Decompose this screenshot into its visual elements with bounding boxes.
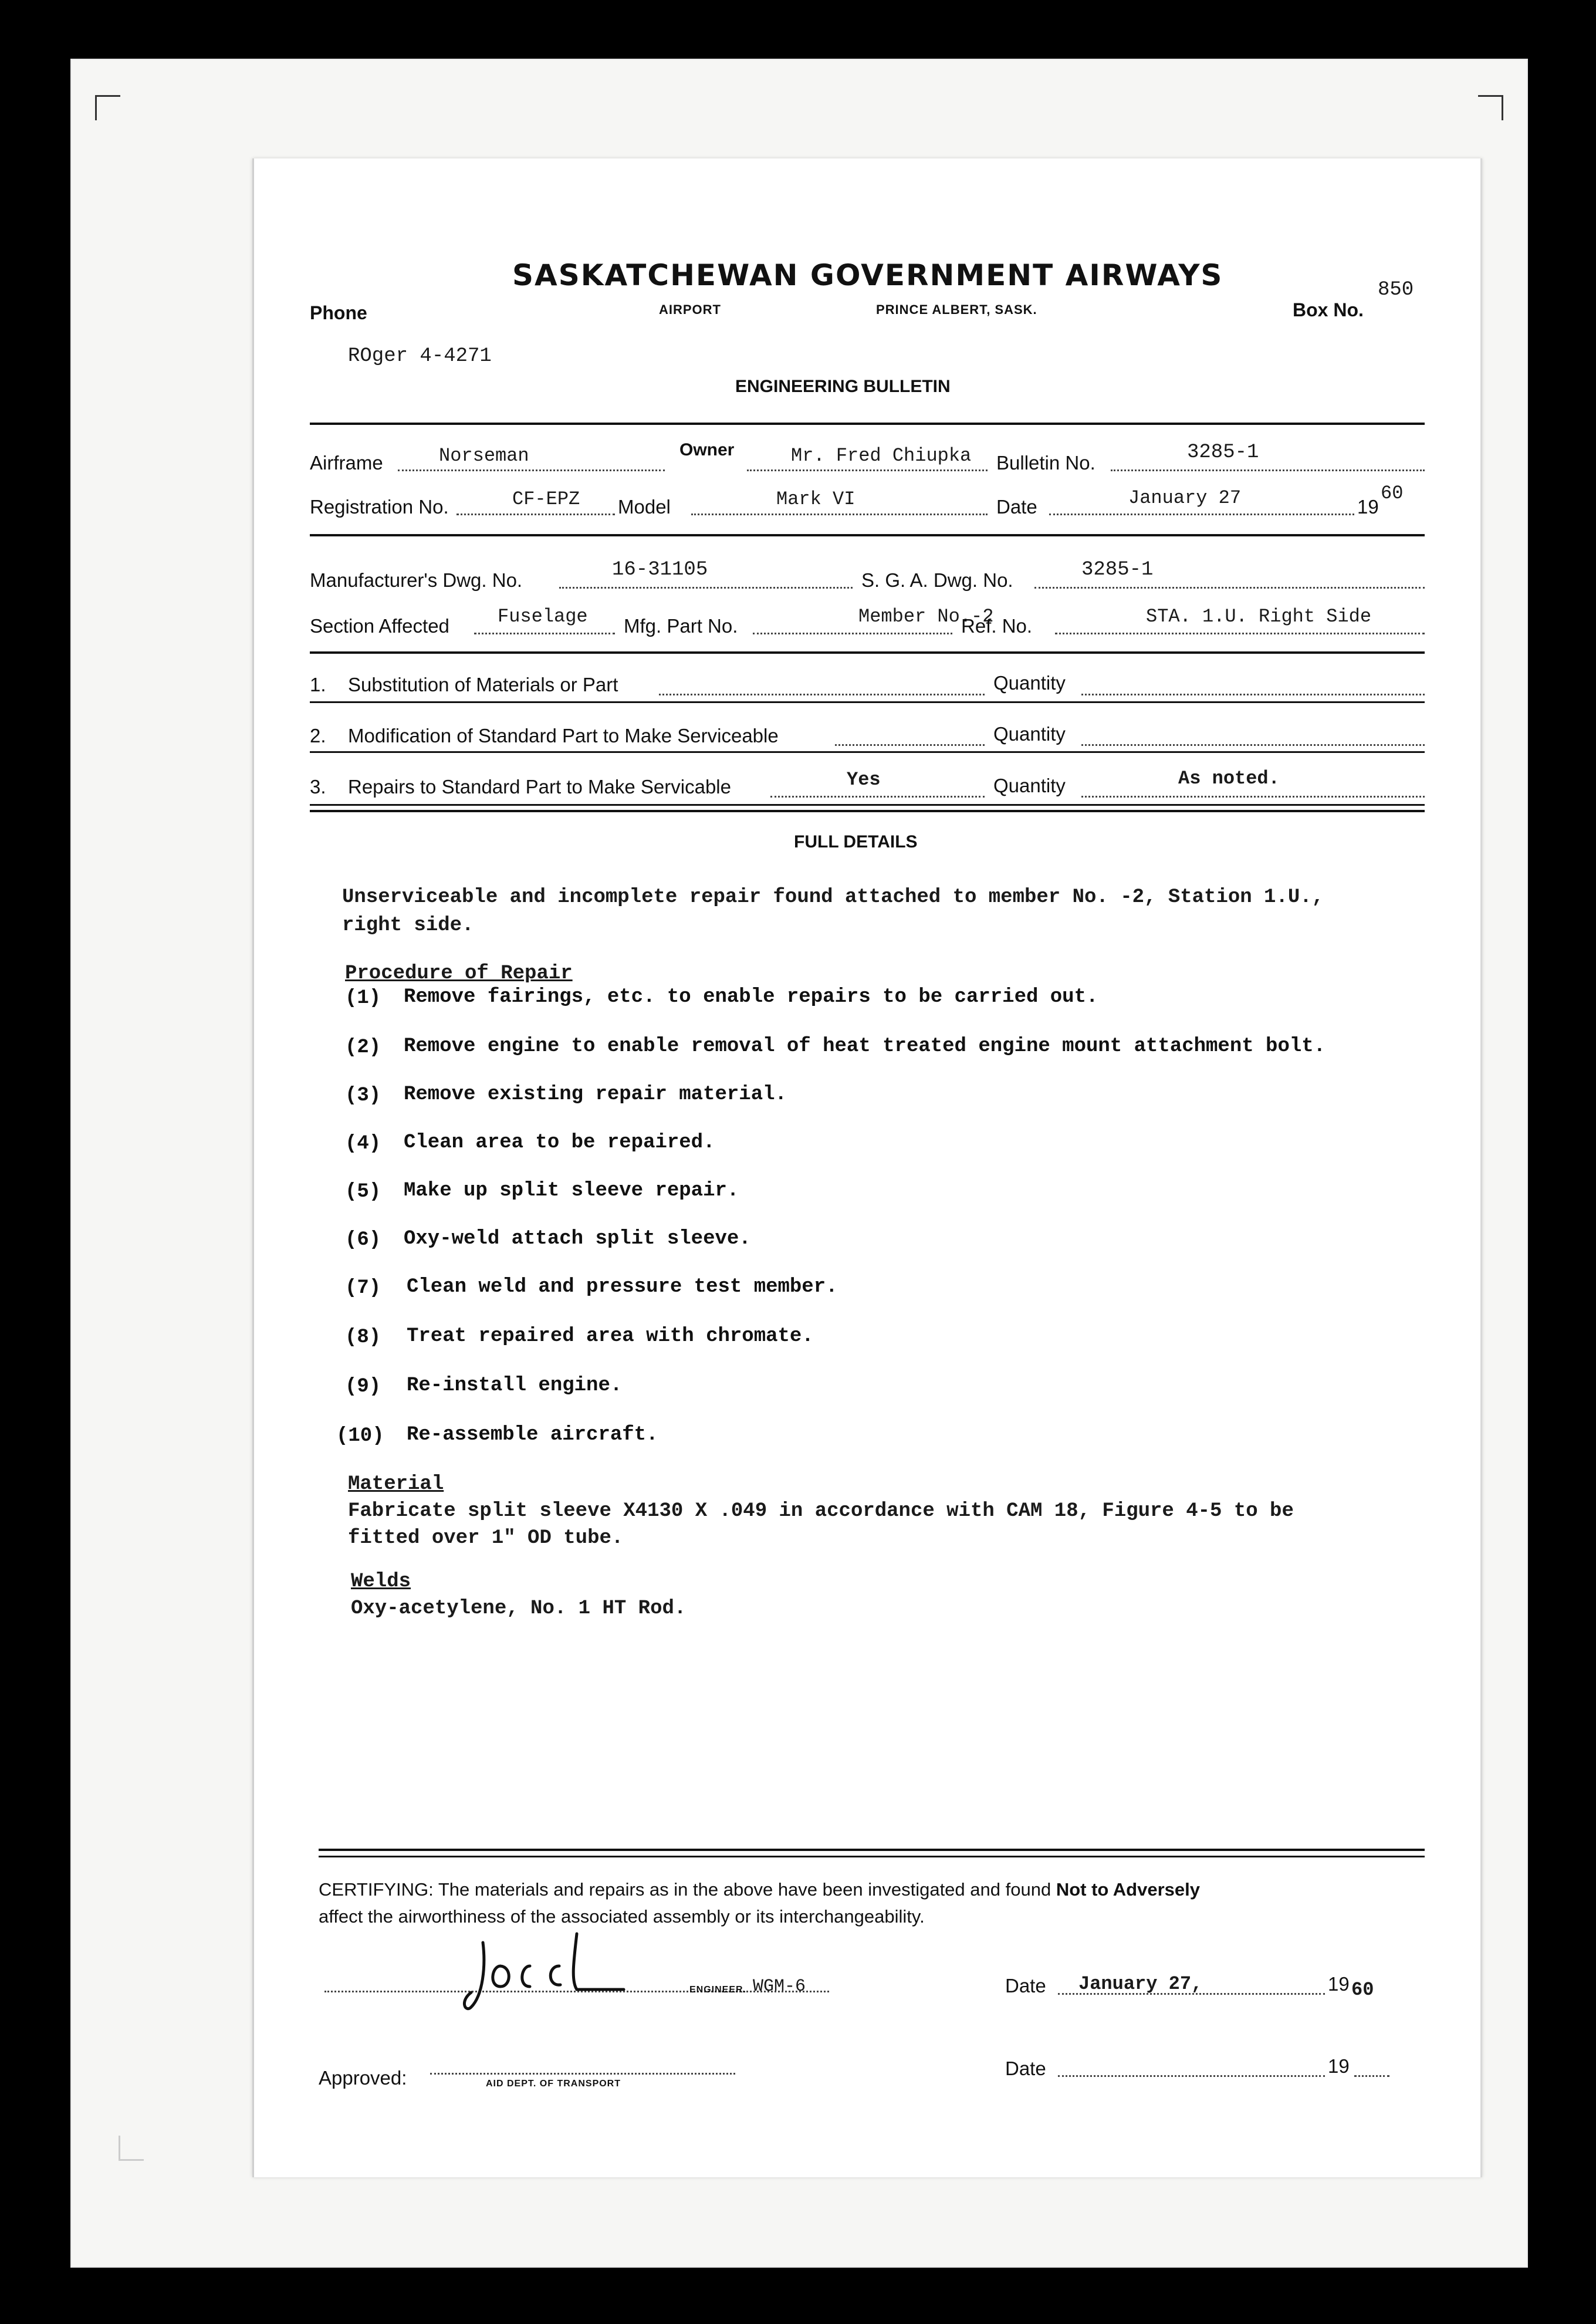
approval-date-label: Date (1005, 2058, 1046, 2079)
procedure-heading: Procedure of Repair (345, 962, 573, 985)
step-text: Oxy-weld attach split sleeve. (404, 1228, 751, 1250)
registration-label: Registration No. (310, 496, 449, 518)
certifying-bold: Not to Adversely (1056, 1879, 1200, 1900)
engineer-id: WGM-6 (753, 1977, 806, 1997)
corner-mark-top-left (95, 95, 120, 120)
date-label: Date (996, 496, 1037, 518)
step-number: (2) (345, 1036, 381, 1059)
sga-dwg-value: 3285-1 (1081, 559, 1154, 581)
material-heading: Material (348, 1473, 444, 1495)
owner-value: Mr. Fred Chiupka (791, 445, 972, 467)
engineer-signature (459, 1931, 635, 2019)
corner-mark-bottom-left (119, 2136, 144, 2161)
option-2-number: 2. (310, 725, 326, 746)
step-text: Remove existing repair material. (404, 1083, 787, 1106)
box-label: Box No. (1293, 299, 1364, 320)
section-affected-label: Section Affected (310, 615, 449, 637)
option-3-quantity-value: As noted. (1178, 768, 1280, 789)
step-text: Make up split sleeve repair. (404, 1180, 739, 1202)
option-3-number: 3. (310, 776, 326, 798)
option-1-label: Substitution of Materials or Part (348, 674, 618, 695)
model-value: Mark VI (776, 488, 856, 510)
phone-label: Phone (310, 302, 367, 323)
section-rule-1 (310, 534, 1425, 536)
certifying-prefix: CERTIFYING: (319, 1879, 434, 1900)
details-double-rule-b (310, 810, 1425, 812)
step-text: Clean area to be repaired. (404, 1131, 715, 1154)
summary-line-1: Unserviceable and incomplete repair found attached to member No. -2, Station 1.U., (342, 886, 1324, 908)
step-text: Remove engine to enable removal of heat treated engine mount attachment bolt. (404, 1035, 1326, 1058)
airport-label: AIRPORT (659, 302, 721, 317)
material-line-2: fitted over 1" OD tube. (348, 1527, 624, 1549)
aid-label: AID DEPT. OF TRANSPORT (486, 2079, 621, 2089)
org-name: SASKATCHEWAN GOVERNMENT AIRWAYS (512, 258, 1223, 292)
cert-year-prefix: 19 (1328, 1973, 1350, 1995)
step-text: Treat repaired area with chromate. (407, 1325, 814, 1347)
certifying-statement (319, 1879, 1200, 1900)
form-title: ENGINEERING BULLETIN (735, 377, 951, 396)
step-number: (1) (345, 987, 381, 1009)
section-affected-value: Fuselage (498, 606, 588, 627)
step-text: Remove fairings, etc. to enable repairs to be carried out. (404, 986, 1098, 1008)
option-2-quantity-label: Quantity (993, 723, 1066, 745)
full-details-heading: FULL DETAILS (794, 832, 918, 852)
step-number: (4) (345, 1133, 381, 1155)
mfg-part-value: Member No.-2 (858, 606, 994, 627)
cert-date-label: Date (1005, 1975, 1046, 1997)
bulletin-label: Bulletin No. (996, 452, 1095, 474)
corner-mark-top-right (1478, 95, 1503, 120)
certification-double-rule-b (319, 1856, 1425, 1857)
box-number: 850 (1378, 279, 1414, 301)
mfr-dwg-label: Manufacturer's Dwg. No. (310, 569, 523, 591)
sga-dwg-label: S. G. A. Dwg. No. (861, 569, 1013, 591)
engineering-bulletin-form (252, 158, 1482, 2177)
step-text: Re-assemble aircraft. (407, 1424, 658, 1446)
registration-value: CF-EPZ (512, 488, 580, 510)
step-text: Re-install engine. (407, 1374, 623, 1397)
step-number: (10) (336, 1425, 384, 1447)
year-value: 60 (1381, 482, 1404, 504)
model-label: Model (618, 496, 671, 518)
step-text: Clean weld and pressure test member. (407, 1276, 838, 1298)
approved-label: Approved: (319, 2067, 407, 2089)
step-number: (5) (345, 1181, 381, 1203)
year-prefix: 19 (1357, 496, 1379, 518)
cert-year-value: 60 (1351, 1979, 1374, 2001)
option-3-answer: Yes (847, 769, 881, 791)
ref-value: STA. 1.U. Right Side (1146, 606, 1372, 627)
step-number: (7) (345, 1277, 381, 1299)
cert-date-value: January 27, (1078, 1973, 1203, 1995)
certification-double-rule-a (319, 1849, 1425, 1851)
option-3-label: Repairs to Standard Part to Make Servicable (348, 776, 731, 798)
welds-text: Oxy-acetylene, No. 1 HT Rod. (351, 1597, 687, 1620)
step-number: (6) (345, 1229, 381, 1251)
section-rule-2 (310, 651, 1425, 654)
step-number: (3) (345, 1085, 381, 1107)
details-double-rule-a (310, 804, 1425, 806)
mfr-dwg-value: 16-31105 (612, 559, 708, 581)
welds-heading: Welds (351, 1570, 411, 1593)
date-value: January 27 (1128, 487, 1242, 509)
owner-label: Owner (679, 440, 735, 460)
certifying-text: The materials and repairs as in the above have been investigated and found (433, 1879, 1056, 1900)
approval-year-prefix: 19 (1328, 2055, 1350, 2077)
phone-number: ROger 4-4271 (348, 345, 492, 367)
step-number: (8) (345, 1326, 381, 1349)
material-line-1: Fabricate split sleeve X4130 X .049 in accordance with CAM 18, Figure 4-5 to be (348, 1500, 1294, 1522)
option-1-quantity-label: Quantity (993, 672, 1066, 694)
airframe-label: Airframe (310, 452, 383, 474)
engineer-label: ENGINEER. (689, 1985, 747, 1995)
airframe-value: Norseman (439, 445, 529, 467)
bulletin-value: 3285-1 (1187, 441, 1259, 464)
location-label: PRINCE ALBERT, SASK. (876, 302, 1037, 317)
step-number: (9) (345, 1376, 381, 1398)
summary-line-2: right side. (342, 914, 474, 937)
top-rule (310, 423, 1425, 425)
option-1-number: 1. (310, 674, 326, 695)
option-3-quantity-label: Quantity (993, 775, 1066, 796)
ref-label: Ref. No. (961, 615, 1033, 637)
option-2-label: Modification of Standard Part to Make Serviceable (348, 725, 779, 746)
mfg-part-label: Mfg. Part No. (624, 615, 738, 637)
certifying-line-2: affect the airworthiness of the associated assembly or its interchangeability. (319, 1906, 925, 1927)
